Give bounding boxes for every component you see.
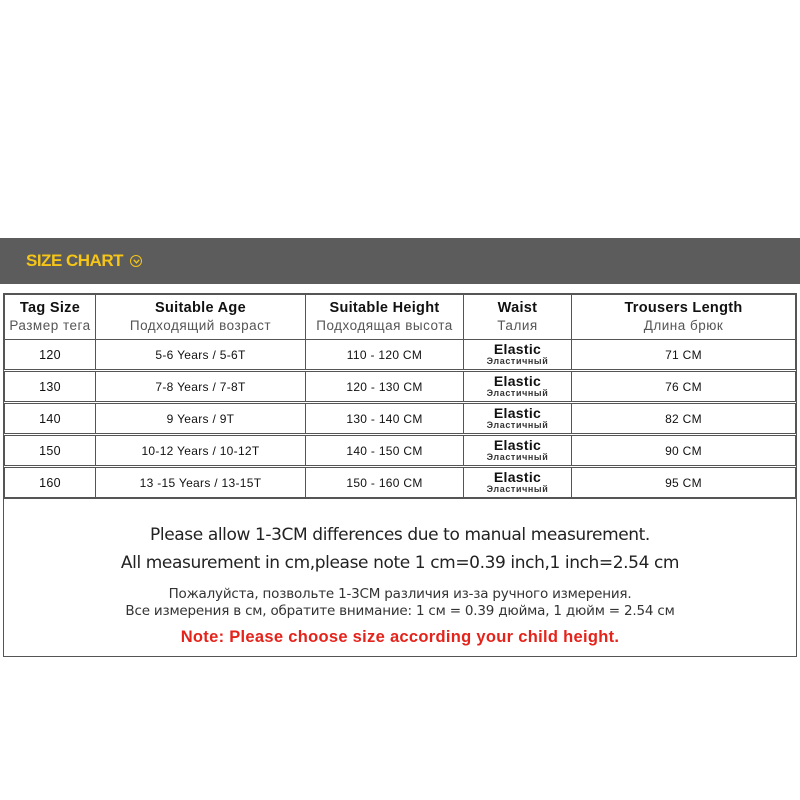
table-header-row <box>5 295 796 340</box>
table-row <box>5 340 796 370</box>
cell-trousers-length: 71 CM <box>572 340 796 370</box>
header-trousers-length: Trousers Length Длина брюк <box>572 295 796 340</box>
cell-age: 5-6 Years / 5-6T <box>96 340 306 370</box>
size-table <box>4 294 796 498</box>
cell-tag-size: 120 <box>5 340 96 370</box>
cell-age: 7-8 Years / 7-8T <box>96 372 306 402</box>
note-choose-size-warning: Note: Please choose size according your child height. <box>180 628 620 646</box>
note-allowance-en: Please allow 1-3CM differences due to manual measurement. <box>150 525 650 545</box>
cell-tag-size: 140 <box>5 404 96 434</box>
cell-tag-size: 130 <box>5 372 96 402</box>
note-conversion-ru: Все измерения в см, обратите внимание: 1 см = 0.39 дюйма, 1 дюйм = 2.54 см <box>125 603 675 619</box>
header-suitable-height: Suitable Height Подходящая высота <box>306 295 464 340</box>
header-waist: Waist Талия <box>464 295 572 340</box>
cell-waist: Elastic Эластичный <box>464 436 572 466</box>
cell-height: 110 - 120 CM <box>306 340 464 370</box>
cell-height: 120 - 130 CM <box>306 372 464 402</box>
cell-height: 150 - 160 CM <box>306 468 464 498</box>
cell-waist: Elastic Эластичный <box>464 372 572 402</box>
size-chart-table <box>3 293 797 657</box>
cell-waist: Elastic Эластичный <box>464 340 572 370</box>
note-conversion-en: All measurement in cm,please note 1 cm=0.39 inch,1 inch=2.54 cm <box>120 553 680 573</box>
cell-age: 9 Years / 9T <box>96 404 306 434</box>
cell-trousers-length: 90 CM <box>572 436 796 466</box>
banner-title: SIZE CHART <box>26 251 123 270</box>
cell-trousers-length: 95 CM <box>572 468 796 498</box>
cell-age: 10-12 Years / 10-12T <box>96 436 306 466</box>
cell-age: 13 -15 Years / 13-15T <box>96 468 306 498</box>
note-allowance-ru: Пожалуйста, позвольте 1-3CM различия из-за ручного измерения. <box>168 586 632 602</box>
measurement-notes <box>4 498 796 656</box>
cell-height: 140 - 150 CM <box>306 436 464 466</box>
table-row <box>5 436 796 466</box>
cell-trousers-length: 76 CM <box>572 372 796 402</box>
cell-tag-size: 160 <box>5 468 96 498</box>
table-row <box>5 372 796 402</box>
table-row <box>5 404 796 434</box>
cell-trousers-length: 82 CM <box>572 404 796 434</box>
cell-waist: Elastic Эластичный <box>464 468 572 498</box>
cell-height: 130 - 140 CM <box>306 404 464 434</box>
cell-tag-size: 150 <box>5 436 96 466</box>
chevron-down-circle-icon <box>130 255 142 267</box>
header-tag-size: Tag Size Размер тега <box>5 295 96 340</box>
size-chart-banner <box>0 238 800 284</box>
header-suitable-age: Suitable Age Подходящий возраст <box>96 295 306 340</box>
table-row <box>5 468 796 498</box>
cell-waist: Elastic Эластичный <box>464 404 572 434</box>
